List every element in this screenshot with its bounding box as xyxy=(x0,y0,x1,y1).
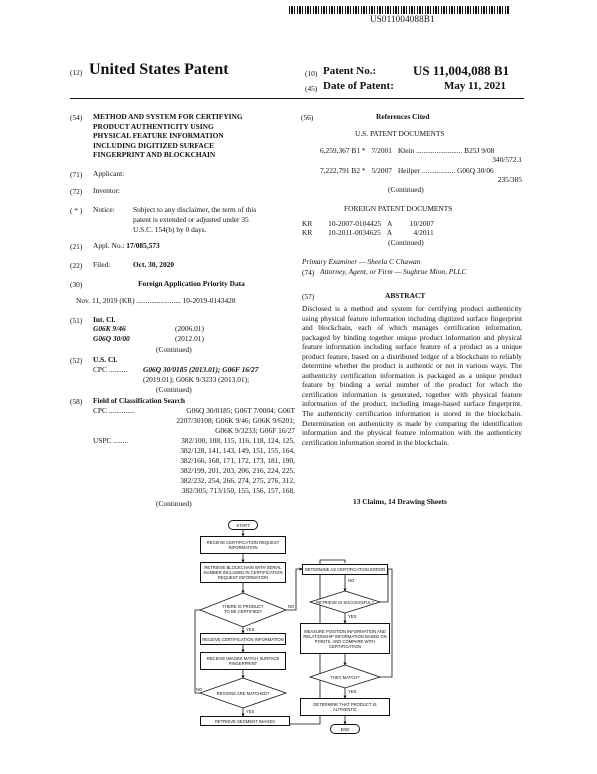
title-line: INCLUDING DIGITIZED SURFACE xyxy=(93,140,215,150)
flow-decision-regions: REGIONS ARE MATCHED? xyxy=(216,691,270,696)
abstract-code: (57) xyxy=(302,292,315,301)
uspc-line: 382/128, 141, 143, 149, 151, 155, 164, xyxy=(180,446,295,455)
field-code: (58) xyxy=(70,397,83,406)
priority-heading: Foreign Application Priority Data xyxy=(138,279,245,288)
continued-note: (Continued) xyxy=(156,345,192,354)
cpc-line: (2019.01); G06K 9/3233 (2013.01); xyxy=(143,375,250,384)
cpc-label: CPC .......... xyxy=(93,365,128,374)
abstract-heading: ABSTRACT xyxy=(385,291,426,300)
flow-yes-label: YES xyxy=(348,689,357,694)
doc-class-2: 340/572.1 xyxy=(492,155,522,164)
flow-yes-label: YES xyxy=(246,627,255,632)
title-line: PRODUCT AUTHENTICITY USING xyxy=(93,121,214,131)
doc-country: KR xyxy=(302,228,313,237)
us-docs-heading: U.S. PATENT DOCUMENTS xyxy=(355,129,445,138)
doc-number: 6,259,367 B1 * xyxy=(320,146,366,155)
uspc-line: 382/305; 713/150, 155, 156, 157, 168, xyxy=(181,486,295,495)
flow-no-label: NO xyxy=(288,604,295,609)
appl-no: 17/085,573 xyxy=(126,241,160,250)
flow-step-receive-images: RECEIVE IMAGES MATCH SURFACE FINGERPRINT xyxy=(200,652,286,670)
date-label: Date of Patent: xyxy=(323,80,394,92)
title-code: (54) xyxy=(70,113,83,122)
foreign-heading: FOREIGN PATENT DOCUMENTS xyxy=(344,204,453,213)
cpc-line: G06Q 30/0185 (2013.01); G06F 16/27 xyxy=(143,365,259,374)
attorney-code: (74) xyxy=(302,268,315,277)
intcl-version: (2012.01) xyxy=(175,334,204,343)
field-cpc-line: G06Q 30/0185; G06T 7/0004; G06T xyxy=(186,406,295,415)
doc-country: KR xyxy=(302,219,313,228)
us-doc-row: 7,222,791 B2 * 5/2007 Heilper .................. G06Q 30/06 xyxy=(320,166,494,175)
priority-code: (30) xyxy=(70,280,83,289)
primary-examiner: Primary Examiner — Sheela C Chawan xyxy=(302,257,421,266)
intcl-version: (2006.01) xyxy=(175,324,204,333)
intcl-class: G06Q 30/00 xyxy=(93,334,130,343)
flow-start: START xyxy=(228,520,258,530)
flow-yes-label: YES xyxy=(246,709,255,714)
field-cpc-label: CPC .............. xyxy=(93,406,135,415)
document-title: United States Patent xyxy=(89,61,229,78)
notice-code: ( * ) xyxy=(70,206,83,215)
filed-date: Oct. 30, 2020 xyxy=(133,260,175,269)
continued-note: (Continued) xyxy=(156,499,192,508)
doc-date: 4/2011 xyxy=(413,228,434,237)
country-code: (12) xyxy=(70,68,83,77)
flow-no-label: NO xyxy=(348,578,355,583)
continued-note: (Continued) xyxy=(156,385,192,394)
refs-heading: References Cited xyxy=(376,112,430,121)
filed-label: Filed: xyxy=(93,260,111,269)
flow-step-segment-images: RETRIEVE SEGMENT IMAGES xyxy=(200,716,290,726)
inventor-code: (72) xyxy=(70,187,83,196)
field-cpc-line: G06K 9/3233; G06F 16/27 xyxy=(215,426,295,435)
doc-kind: A xyxy=(386,219,392,228)
doc-name: Klein xyxy=(397,146,415,155)
flow-decision-product: THERE IS PRODUCT TO BE CERTIFIED? xyxy=(222,604,264,614)
doc-date: 10/2007 xyxy=(409,219,434,228)
doc-class: G06Q 30/06 xyxy=(456,166,494,175)
patent-no-label: Patent No.: xyxy=(323,65,377,77)
flow-result-cert-error: DETERMINE AS CERTIFICATION ERROR xyxy=(302,564,388,575)
doc-date: 7/2001 xyxy=(371,146,392,155)
continued-note: (Continued) xyxy=(388,238,424,247)
inventor-label: Inventor: xyxy=(93,186,121,195)
continued-note: (Continued) xyxy=(388,185,424,194)
flow-decision-retrieve: RETRIEVE IS SUCCESSFUL? xyxy=(316,600,374,605)
doc-name: Heilper xyxy=(397,166,420,175)
doc-number: 10-2007-0104425 xyxy=(328,219,382,228)
applicant-label: Applicant: xyxy=(93,169,125,178)
field-heading: Field of Classification Search xyxy=(93,396,186,405)
patent-number: US 11,004,088 B1 xyxy=(413,63,510,78)
notice-line: U.S.C. 154(b) by 0 days. xyxy=(133,225,207,234)
patent-no-code: (10) xyxy=(305,69,318,78)
flow-no-label: NO xyxy=(196,687,203,692)
doc-date: 5/2007 xyxy=(371,166,392,175)
appl-code: (21) xyxy=(70,242,83,251)
doc-number: 10-2011-0034625 xyxy=(328,228,381,237)
flow-step-receive-request: RECEIVE CERTIFICATION REQUEST INFORMATION xyxy=(200,536,286,554)
patent-date: May 11, 2021 xyxy=(444,80,507,92)
publication-number: US011004088B1 xyxy=(370,14,435,24)
uspc-line: 382/199, 201, 203, 206, 216, 224, 225, xyxy=(180,466,295,475)
title-line: PHYSICAL FEATURE INFORMATION xyxy=(93,131,224,140)
uspc-line: 382/100, 108, 115, 116, 118, 124, 125, xyxy=(181,436,295,445)
refs-code: (56) xyxy=(301,113,314,122)
field-cpc-line: 2207/30108; G06K 9/46; G06K 9/6201; xyxy=(176,416,295,425)
doc-class: B25J 9/08 xyxy=(464,146,495,155)
title-line: FINGERPRINT AND BLOCKCHAIN xyxy=(93,150,216,159)
intcl-code: (51) xyxy=(70,316,83,325)
uspc-line: 382/232, 254, 266, 274, 275, 276, 312, xyxy=(180,476,295,485)
uspc-line: 382/166, 168, 171, 172, 173, 181, 190, xyxy=(180,456,295,465)
notice-line: patent is extended or adjusted under 35 xyxy=(133,215,249,224)
flow-decision-match: THEY MATCH? xyxy=(330,675,360,680)
claims-line: 13 Claims, 14 Drawing Sheets xyxy=(353,497,447,506)
applicant-code: (71) xyxy=(70,170,83,179)
uspc-label: USPC ........ xyxy=(93,436,129,445)
date-code: (45) xyxy=(305,84,318,93)
flow-step-receive-cert: RECEIVE CERTIFICATION INFORMATION xyxy=(200,633,286,645)
us-doc-row: 6,259,367 B1 * 7/2001 Klein ......................... B25J 9/08 xyxy=(320,146,495,155)
doc-kind: A xyxy=(386,228,392,237)
priority-line: Nov. 11, 2019 (KR) ........................ 10-2019-0143428 xyxy=(76,296,236,305)
doc-number: 7,222,791 B2 * xyxy=(320,166,366,175)
title-line: METHOD AND SYSTEM FOR CERTIFYING xyxy=(93,112,243,121)
doc-class-2: 235/385 xyxy=(497,175,522,184)
notice-line: Subject to any disclaimer, the term of this xyxy=(133,205,257,214)
flow-step-retrieve-blockchain: RETRIEVE BLOCKCHAIN WITH SERIAL NUMBER INCLUDED IN CERTIFICATION REQUEST INFORMATION xyxy=(200,562,286,583)
intcl-heading: Int. Cl. xyxy=(93,315,116,324)
notice-label: Notice: xyxy=(93,205,115,214)
flow-end: END xyxy=(330,724,360,734)
uscl-heading: U.S. Cl. xyxy=(93,355,118,364)
uscl-code: (52) xyxy=(70,356,83,365)
attorney: Attorney, Agent, or Firm — Sughrue Mion, PLLC xyxy=(320,267,467,276)
flow-result-authentic: DETERMINE THAT PRODUCT IS AUTHENTIC xyxy=(300,698,390,716)
filed-code: (22) xyxy=(70,261,83,270)
flow-yes-label: YES xyxy=(348,614,357,619)
intcl-class: G06K 9/46 xyxy=(93,324,126,333)
flow-step-measure-position: MEASURE POSITION INFORMATION AND RELATIONSHIP INFORMATION BASED ON POINTS, AND COMPARE WITH CERTIFICATION xyxy=(300,623,390,654)
appl-label: Appl. No.: xyxy=(93,241,125,250)
abstract-text: Disclosed is a method and system for certifying product authenticity using physical feature information including digitized surface fingerprint and blockchain, each of which manages certification information, packaged by binding together unique product information and physical feature information including surface feature of a product as a unique product feature, based on a distributed ledger of a blockchain to reliably determine whether the product is authentic or not in various ways. The authenticity certification information is packaged as a unique product feature by binding a serial number of the product for which the certification information is generated, together with physical feature information of the product, including image-based surface fingerprint. The authenticity certification information is stored in the blockchain. Determination on authenticity is made by comparing the identification information and the physical feature information with the authenticity certification information stored in the blockchain. xyxy=(302,304,522,447)
